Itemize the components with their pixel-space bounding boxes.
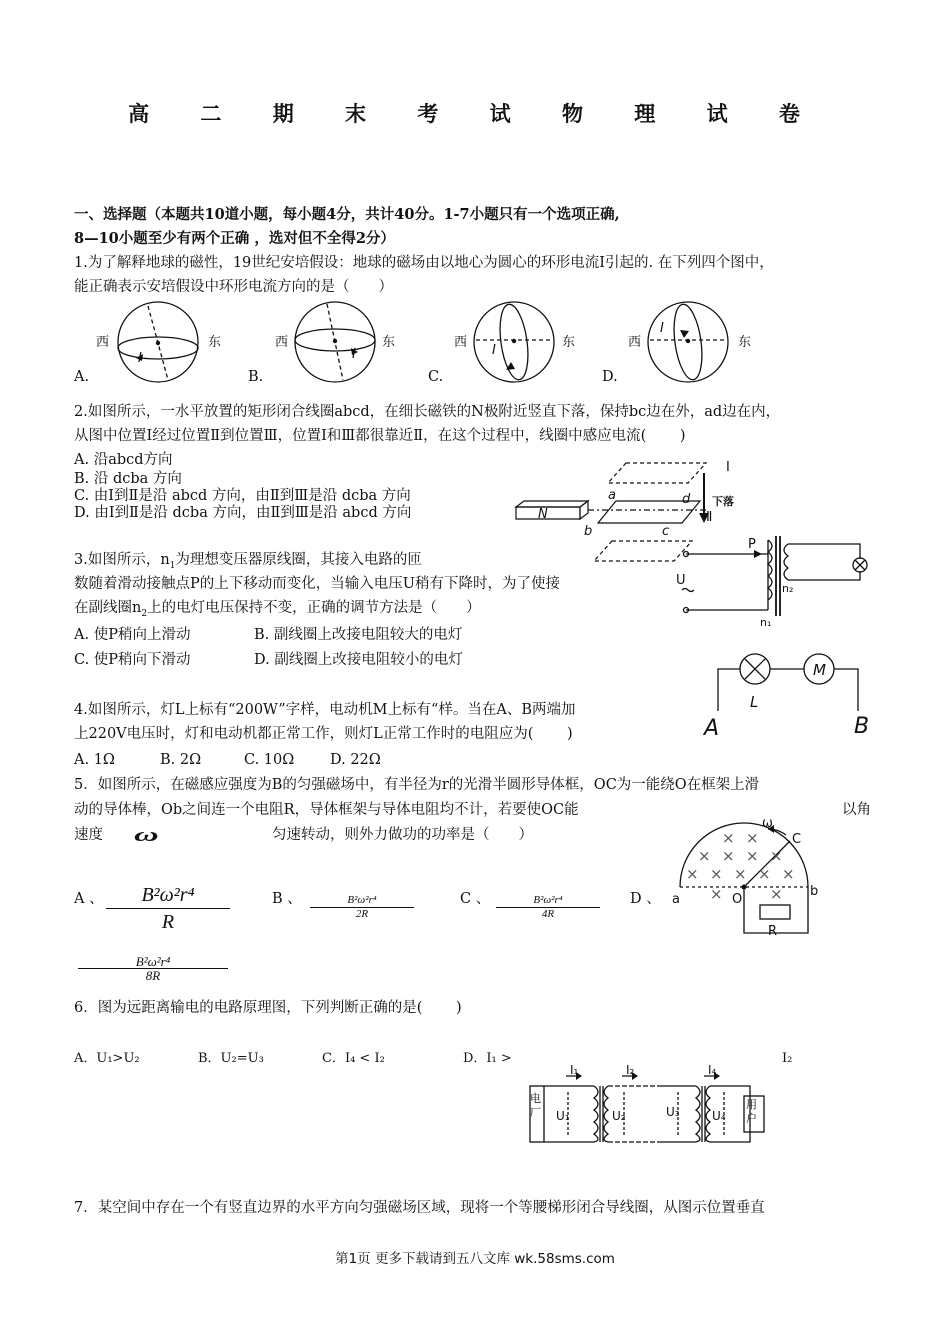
q5-o-label: O [732,892,743,907]
q3-option-a: A. 使P稍向上滑动 [74,627,191,643]
q2-d-label: d [682,492,691,507]
q2-b-label: b [584,524,593,539]
q4-figure [696,655,886,745]
q6-user-label-2: 户 [746,1112,757,1125]
q5-option-c: C 、 [460,891,491,907]
q2-n-label: N [538,507,548,522]
q3-line2: 数随着滑动接触点P的上下移动而变化，当输入电压U稍有下降时，为了使接 [74,576,560,592]
q5-formula-d: $\frac{\text{B²ω²r⁴}}{8R}$ [78,955,228,982]
q1-current-label: I [660,321,664,336]
svg-text:×: × [746,829,759,847]
q5-r-label: R [768,924,778,939]
svg-text:×: × [770,847,783,865]
q1-east-label: 东 [562,335,576,350]
q6-i2-label: I₂ [626,1063,635,1077]
q2-option-b: B. 沿 dcba 方向 [74,471,182,487]
q4-a-label: A [704,716,720,741]
svg-text:×: × [710,885,723,903]
svg-text:×: × [746,847,759,865]
q6-plant-label-2: 厂 [530,1106,541,1119]
q2-option-d: D. 由Ⅰ到Ⅱ是沿 dcba 方向，由Ⅱ到Ⅲ是沿 abcd 方向 [74,505,412,521]
q1-west-label: 西 [454,335,468,350]
q3-option-b: B. 副线圈上改接电阻较大的电灯 [254,627,463,643]
q6-option-d-tail: I₂ [782,1051,793,1066]
q5-option-a: A 、 [74,891,104,907]
q5-line3: 匀速转动，则外力做功的功率是（ ） [272,827,533,843]
q5-omega-symbol: ω [134,824,159,846]
q3-option-d: D. 副线圈上改接电阻较小的电灯 [254,652,463,668]
q1-current-label: I [138,351,142,366]
q2-c-label: c [662,524,670,539]
q6-u1-label: U₁ [556,1109,570,1123]
q6-user-label-1: 用 [746,1098,757,1111]
q3-n2-label: n₂ [782,582,794,595]
q2-option-c: C. 由Ⅰ到Ⅱ是沿 abcd 方向，由Ⅱ到Ⅲ是沿 dcba 方向 [74,488,411,504]
svg-text:×: × [758,865,771,883]
svg-text:×: × [698,847,711,865]
q1-current-label: I [492,343,496,358]
q5-b-label: b [810,884,819,899]
q6-i1-label: I₁ [570,1063,579,1077]
q5-a-label: a [672,892,680,907]
q5-omega-label: ω [762,816,773,831]
q1-east-label: 东 [382,335,396,350]
q6-option-d: D．I₁ > [463,1051,512,1066]
q3-option-c: C. 使P稍向下滑动 [74,652,191,668]
q1-option-a: A. [74,369,90,385]
q6-u2-label: U₂ [612,1109,626,1123]
q1-east-label: 东 [738,335,752,350]
q4-b-label: B [854,714,870,739]
q4-line1: 4.如图所示，灯L上标有“200W”字样，电动机M上标有“样。当在A、B两端加 [74,702,576,718]
q4-m-label: M [813,661,826,679]
q1-option-d: D. [602,369,618,385]
q6-u3-label: U₃ [666,1105,680,1119]
q4-option-a: A. 1Ω [74,752,115,768]
q5-formula-c: $\frac{\text{B²ω²r⁴}}{4R}$ [496,894,600,921]
q6-option-a: A．U₁>U₂ [74,1051,140,1066]
q2-pos1-label: Ⅰ [726,460,730,475]
q3-p-label: P [748,537,756,552]
q2-pos2-label: Ⅱ [706,510,713,525]
svg-text:×: × [734,865,747,883]
q5-formula-a: $\frac{\text{B²ω²r⁴}}{R}$ [106,882,230,935]
svg-text:×: × [782,865,795,883]
q5-line2: 动的导体棒，Ob之间连一个电阻R，导体框架与导体电阻均不计，若要使OC能 [74,802,579,818]
q6-option-c: C．I₄ < I₂ [322,1051,385,1066]
q6-i4-label: I₄ [708,1063,717,1077]
q1-line2: 能正确表示安培假设中环形电流方向的是（ ） [74,279,393,295]
svg-text:×: × [722,847,735,865]
q5-figure [672,815,822,937]
section-heading-line1: 一、选择题（本题共10道小题，每小题4分，共计40分。1-7小题只有一个选项正确, [74,206,620,223]
q6-line1: 6．图为远距离输电的电路原理图，下列判断正确的是( ) [74,1000,462,1016]
q1-option-c: C. [428,369,444,385]
q4-option-d: D. 22Ω [330,752,381,768]
q1-option-b: B. [248,369,264,385]
q3-u-label: U [676,573,686,588]
q6-figure [526,1062,776,1150]
svg-text:×: × [722,829,735,847]
q1-current-label: I [352,347,356,362]
q3-figure [676,530,886,630]
page-footer: 第1页 更多下载请到五八文库 wk.58sms.com [335,1251,615,1267]
q2-a-label: a [608,488,616,503]
q1-line1: 1.为了解释地球的磁性，19世纪安培假设：地球的磁场由以地心为圆心的环形电流I引起的. 在下列四个图中， [74,255,774,271]
q6-u4-label: U₄ [712,1109,726,1123]
q5-line3-start: 速度 [74,827,103,843]
q4-option-c: C. 10Ω [244,752,295,768]
q1-west-label: 西 [275,335,289,350]
q1-east-label: 东 [208,335,222,350]
q4-option-b: B. 2Ω [160,752,202,768]
q2-fall-label: 下落 [712,495,734,508]
q2-option-a: A. 沿abcd方向 [74,452,173,468]
q6-option-b: B．U₂=U₃ [198,1051,264,1066]
q3-line3: 在副线圈$n_2$上的电灯电压保持不变，正确的调节方法是（ ） [74,600,481,619]
q5-formula-b: $\frac{\text{B²ω²r⁴}}{2R}$ [310,894,414,921]
q4-line2: 上220V电压时，灯和电动机都正常工作，则灯L正常工作时的电阻应为( ) [74,726,573,742]
section-heading-line2: 8—10小题至少有两个正确 ，选对但不全得2分） [74,230,395,247]
q3-line1: 3.如图所示，$n_1$为理想变压器原线圈，其接入电路的匝 [74,552,422,571]
q2-line2: 从图中位置Ⅰ经过位置Ⅱ到位置Ⅲ，位置Ⅰ和Ⅲ都很靠近Ⅱ，在这个过程中，线圈中感应电流( ) [74,428,686,444]
page-title: 高 二 期 末 考 试 物 理 试 卷 [128,101,822,126]
q5-line2-tail: 以角 [842,802,871,818]
q6-plant-label-1: 电 [530,1092,541,1105]
svg-text:×: × [710,865,723,883]
q3-n1-label: n₁ [760,616,772,629]
q1-west-label: 西 [628,335,642,350]
q5-line1: 5．如图所示，在磁感应强度为B的匀强磁场中，有半径为r的光滑半圆形导体框，OC为一能绕O在框架上滑 [74,777,760,793]
q4-l-label: L [750,693,759,711]
svg-text:×: × [686,865,699,883]
q7-line1: 7．某空间中存在一个有竖直边界的水平方向匀强磁场区域，现将一个等腰梯形闭合导线圈，从图示位置垂直 [74,1200,765,1216]
q5-option-b: B 、 [272,891,302,907]
q1-west-label: 西 [96,335,110,350]
q2-line1: 2.如图所示，一水平放置的矩形闭合线圈abcd，在细长磁铁的N极附近竖直下落，保持bc边在外，ad边在内， [74,404,781,420]
q5-option-d: D 、 [630,891,661,907]
q5-c-label: C [792,832,802,847]
svg-text:×: × [770,885,783,903]
